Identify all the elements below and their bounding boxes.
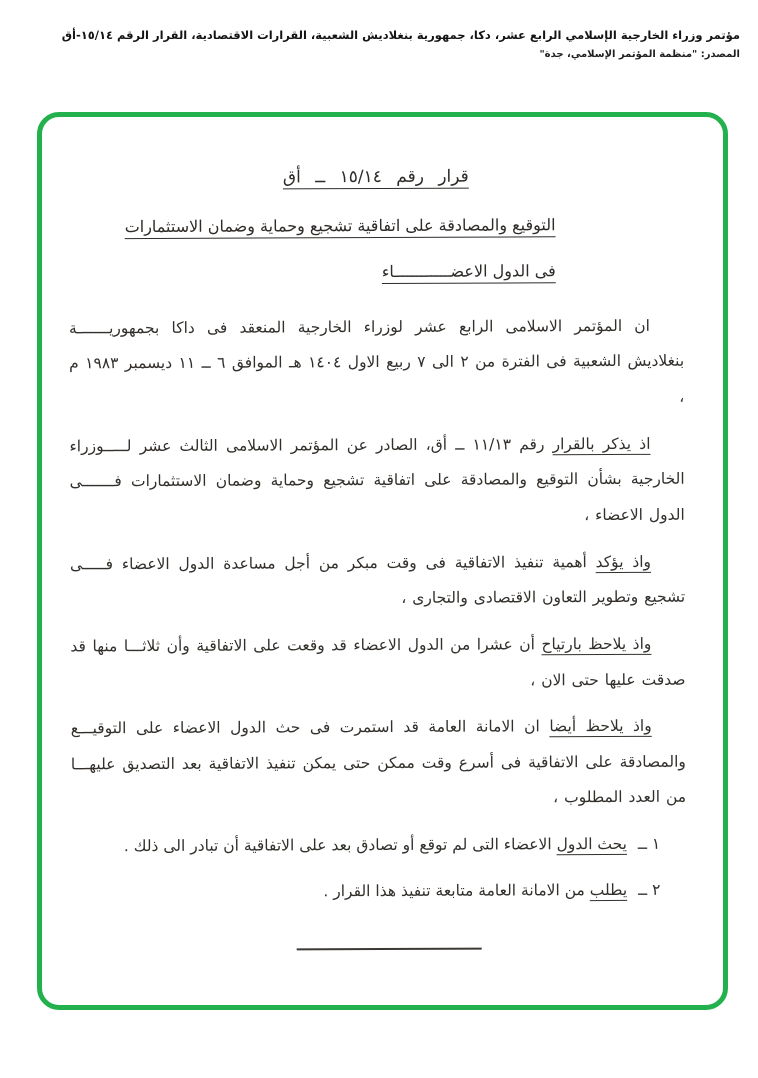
resolution-subject-line1: التوقيع والمصادقة على اتفاقية تشجيع وحماية وضمان الاستثمارات bbox=[124, 215, 556, 237]
operative-item-1 bbox=[71, 827, 686, 864]
resolution-title: قرار رقم ١٥/١٤ ــ أق bbox=[282, 166, 469, 188]
end-of-resolution-rule bbox=[297, 948, 482, 951]
paragraph-text: أن عشرا من الدول الاعضاء قد وقعت على الاتفاقية وأن ثلاثـــا منها قد صدقت عليها حتى الان ، bbox=[70, 635, 686, 689]
item-number: ٢ ــ bbox=[638, 880, 661, 900]
operative-item-2 bbox=[71, 873, 686, 910]
paragraph-emphasizing bbox=[70, 544, 685, 618]
item-text: الاعضاء التى لم توقع أو تصادق بعد على الاتفاقية أن تبادر الى ذلك . bbox=[123, 835, 557, 856]
scanned-document-content bbox=[40, 116, 725, 1007]
item-lead: يحث الدول bbox=[556, 835, 627, 854]
paragraph-noting-satisfaction bbox=[70, 627, 685, 701]
item-lead: يطلب bbox=[589, 881, 628, 900]
resolution-subject-line2: فى الدول الاعضــــــــــــاء bbox=[381, 261, 556, 282]
paragraph-recalling bbox=[69, 426, 684, 536]
reference-header bbox=[18, 26, 740, 60]
paragraph-text: أهمية تنفيذ الاتفاقية فى وقت مبكر من أجل مساعدة الدول الاعضاء فـــــى تشجيع وتطوير التعاون الاقتصادى والتجارى ، bbox=[69, 552, 686, 608]
header-source: المصدر: "منظمة المؤتمر الإسلامي، جدة" bbox=[539, 48, 740, 60]
paragraph-text: ان الامانة العامة قد استمرت فى حث الدول الاعضاء على التوقيـــع والمصادقة على الاتفاقية فى أسرع وقت ممكن حتى يمكن تنفيذ الاتفاقية بعد التصديق عليهـــا من العدد المطلوب ، bbox=[70, 717, 687, 807]
item-text: من الامانة العامة متابعة تنفيذ هذا القرار . bbox=[323, 881, 590, 901]
paragraph-noting-also bbox=[71, 709, 686, 819]
paragraph-lead: اذ يذكر بالقرار bbox=[552, 434, 651, 453]
paragraph-preamble bbox=[69, 308, 684, 418]
item-number: ١ ــ bbox=[637, 834, 661, 853]
paragraph-lead: واذ يؤكد bbox=[595, 552, 652, 571]
paragraph-text: رقم ١١/١٣ ــ أق، الصادر عن المؤتمر الاسلامى الثالث عشر لـــــوزراء الخارجية بشأن التوقيع والمصادقة على اتفاقية تشجيع وحماية وضمان الاستثمارات فـــــــى الدول الاعضاء ، bbox=[69, 434, 685, 525]
paragraph-lead: واذ يلاحظ أيضا bbox=[549, 717, 652, 736]
header-citation: مؤتمر وزراء الخارجية الإسلامي الرابع عشر، دكا، جمهورية بنغلاديش الشعبية، القرارات الاقتصادية، القرار الرقم ١٥/١٤-أق bbox=[61, 28, 740, 42]
scanned-document-frame bbox=[37, 112, 728, 1010]
paragraph-lead: واذ يلاحظ بارتياح bbox=[541, 634, 652, 654]
paragraph-text: ان المؤتمر الاسلامى الرابع عشر لوزراء الخارجية المنعقد فى داكا بجمهوريـــــــة بنغلاديش الشعبية فى الفترة من ٢ الى ٧ ربيع الاول ١٤٠٤ هـ الموافق ٦ ــ ١١ ديسمبر ١٩٨٣ م ، bbox=[68, 316, 685, 406]
